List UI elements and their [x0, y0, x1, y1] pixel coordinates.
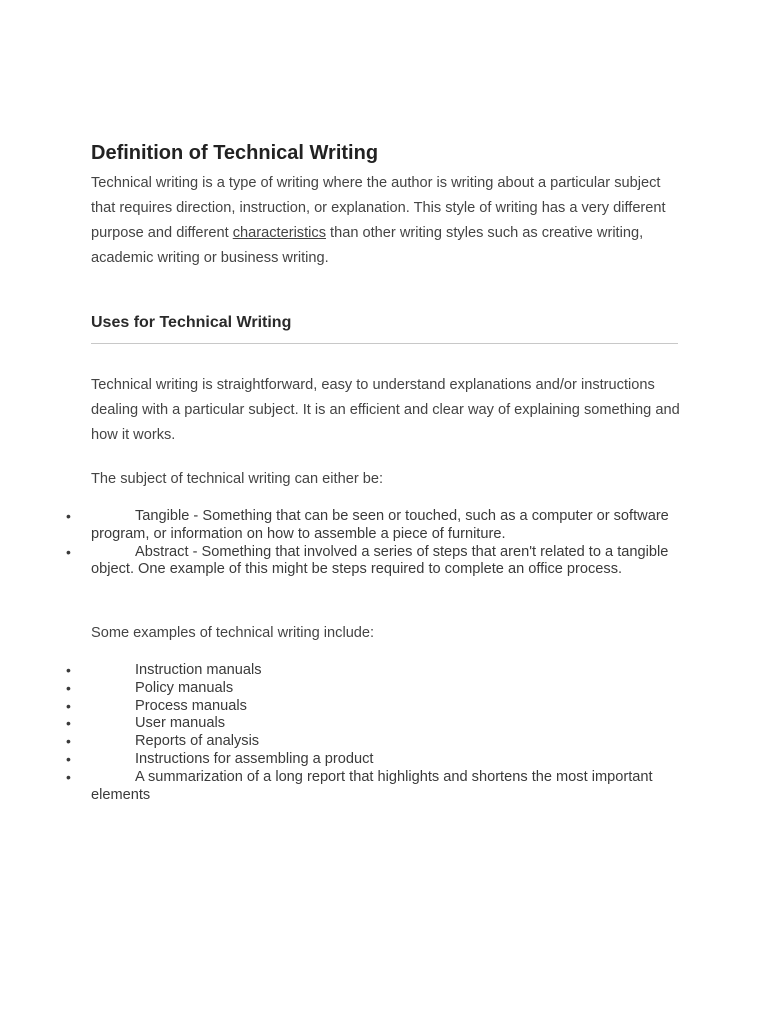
characteristics-link[interactable]: characteristics [232, 225, 326, 241]
examples-list [0, 662, 768, 804]
subject-intro-paragraph: The subject of technical writing can either be: [91, 471, 384, 487]
list-item [0, 544, 768, 580]
section-heading: Uses for Technical Writing [91, 314, 292, 331]
subject-list [0, 508, 768, 579]
list-item [0, 715, 768, 733]
bullet-icon: • [66, 733, 71, 750]
section-divider [91, 343, 678, 344]
list-item-text: Instructions for assembling a product [135, 750, 374, 767]
intro-paragraph [91, 171, 681, 271]
list-item-text: Policy manuals [135, 679, 234, 696]
list-item [0, 508, 768, 544]
list-item [0, 698, 768, 716]
bullet-icon: • [66, 715, 71, 732]
examples-intro-paragraph: Some examples of technical writing include: [91, 625, 375, 641]
list-item [0, 751, 768, 769]
list-item-text: User manuals [135, 715, 226, 732]
list-item [0, 733, 768, 751]
bullet-icon: • [66, 662, 71, 678]
intro-text-part1: Technical writing is a type of writing where the author is writing about a particular subject that requires direction, instruction, or explanation. This style of writing has a very different purpose and different [91, 175, 666, 241]
list-item [0, 769, 768, 805]
bullet-icon: • [66, 768, 71, 785]
list-item-text: Reports of analysis [135, 733, 260, 750]
list-item-text: Abstract - Something that involved a series of steps that aren't related to a tangible object. One example of this might be steps required to complete an office process. [91, 543, 669, 578]
bullet-icon: • [66, 679, 71, 696]
intro-text-part2: than other writing styles such as creative writing, academic writing or business writing. [91, 225, 644, 266]
list-item-text: Process manuals [135, 697, 247, 714]
bullet-icon: • [66, 508, 71, 524]
bullet-icon: • [66, 697, 71, 714]
list-item-text: Tangible - Something that can be seen or touched, such as a computer or software program, or information on how to assemble a piece of furniture. [91, 508, 669, 542]
list-item [0, 662, 768, 680]
list-item [0, 680, 768, 698]
list-item-text: A summarization of a long report that highlights and shortens the most important elements [91, 768, 653, 803]
uses-paragraph: Technical writing is straightforward, easy to understand explanations and/or instructions dealing with a particular subject. It is an efficient and clear way of explaining something and how it works. [91, 377, 680, 443]
page-title: Definition of Technical Writing [91, 142, 379, 164]
bullet-icon: • [66, 543, 71, 560]
bullet-icon: • [66, 750, 71, 767]
list-item-text: Instruction manuals [135, 662, 262, 678]
